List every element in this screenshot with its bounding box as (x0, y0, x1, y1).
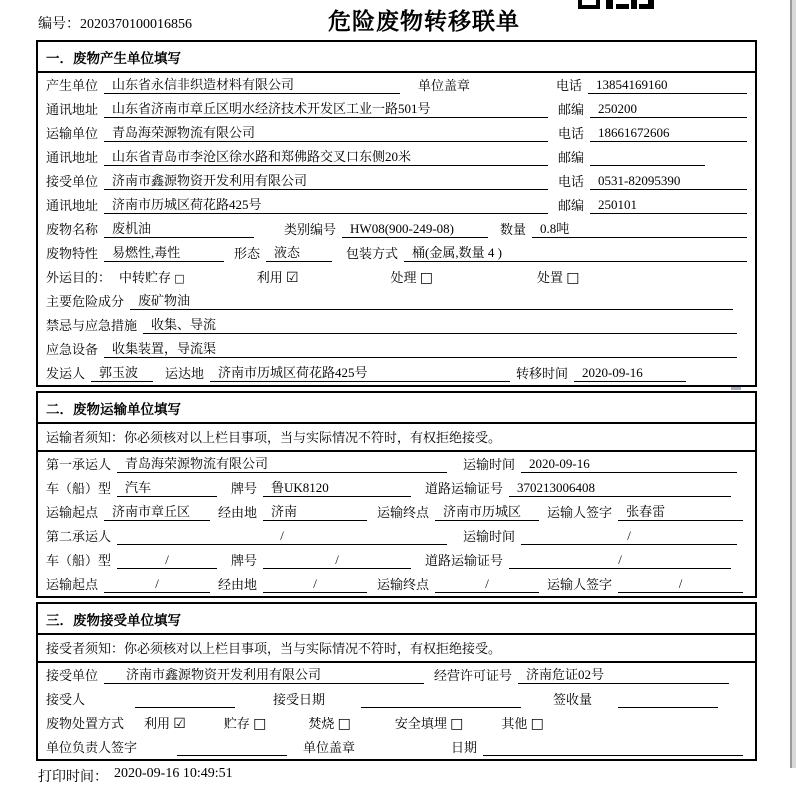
pack-label: 包装方式 (346, 246, 399, 261)
row-disposal (38, 711, 755, 735)
zip1-value: 250200 (590, 101, 747, 118)
row-vehicle1 (38, 476, 755, 500)
transporter-value: 青岛海荣源物流有限公司 (104, 125, 548, 142)
form-value: 液态 (266, 245, 332, 262)
document-title: 危险废物转移联单 (328, 8, 520, 34)
section-producer-heading: 一．废物产生单位填写 (38, 42, 755, 73)
plate1-label: 牌号 (231, 481, 258, 496)
dest-value: 济南市历城区荷花路425号 (210, 365, 510, 382)
origin2-label: 运输起点 (46, 577, 99, 592)
page-edge (790, 0, 796, 768)
row-transporter-address (38, 145, 755, 169)
carrier2-label: 第二承运人 (46, 529, 112, 544)
dest2-value: / (435, 576, 539, 593)
hazard-label: 主要危险成分 (46, 294, 125, 309)
origin1-value: 济南市章丘区 (104, 504, 210, 521)
equip-value: 收集装置，导流渠 (104, 341, 737, 358)
sign1-label: 运输人签字 (547, 505, 613, 520)
unit-seal2-label: 单位盖章 (303, 740, 356, 755)
receiver-label: 接受单位 (46, 174, 99, 189)
hazard-value: 废矿物油 (130, 293, 733, 310)
sign2-label: 运输人签字 (547, 577, 613, 592)
manifest-document (36, 6, 757, 786)
transport-notice-text: 你必须核对以上栏目事项，当与实际情况不符时，有权拒绝接受。 (124, 430, 502, 445)
carrier1-label: 第一承运人 (46, 457, 112, 472)
disposal-landfill-checkbox: □ (450, 716, 464, 732)
phone1-value: 13854169160 (588, 77, 747, 94)
row-waste-name (38, 217, 755, 241)
form-label: 形态 (234, 246, 261, 261)
category-label: 类别编号 (284, 222, 337, 237)
receiver-notice-text: 你必须核对以上栏目事项，当与实际情况不符时，有权拒绝接受。 (124, 641, 502, 656)
serial-value: 2020370100016856 (80, 17, 192, 32)
transfer-time-label: 转移时间 (516, 366, 569, 381)
disposal-option-store: 贮存 □ (223, 716, 267, 732)
row-waste-trait (38, 241, 755, 265)
row-transporter (38, 121, 755, 145)
addr1-label: 通讯地址 (46, 102, 99, 117)
license2-value: / (509, 552, 731, 569)
receiver-notice-label: 接受者须知： (46, 641, 125, 656)
via2-label: 经由地 (218, 577, 258, 592)
accept-date-value (361, 691, 521, 708)
disposal-option-utilize: 利用 ☑ (144, 716, 186, 732)
transfer-time-value: 2020-09-16 (574, 365, 686, 382)
row-purpose (38, 265, 755, 289)
sign-qty-label: 签收量 (553, 692, 593, 707)
via2-value: / (263, 576, 367, 593)
row-vehicle2 (38, 548, 755, 572)
taboo-label: 禁忌与应急措施 (46, 318, 138, 333)
permit-value: 济南危证02号 (518, 667, 729, 684)
waste-name-label: 废物名称 (46, 222, 99, 237)
row-leader-sign (38, 735, 755, 759)
pack-value: 桶(金属,数量 4 ) (404, 245, 747, 262)
dest1-value: 济南市历城区 (435, 504, 539, 521)
zip2-value (590, 149, 705, 166)
disposal-other-checkbox: □ (530, 716, 544, 732)
shipper-label: 发运人 (46, 366, 86, 381)
section-producer (36, 40, 757, 387)
addr2-label: 通讯地址 (46, 150, 99, 165)
sign-qty-value (618, 691, 718, 708)
time2-value: / (521, 528, 737, 545)
origin1-label: 运输起点 (46, 505, 99, 520)
time1-label: 运输时间 (463, 457, 516, 472)
vehicle2-value: / (117, 552, 217, 569)
taboo-value: 收集、导流 (143, 317, 737, 334)
row-receiver-address (38, 193, 755, 217)
print-time (36, 766, 757, 786)
license2-label: 道路运输证号 (425, 553, 504, 568)
plate2-label: 牌号 (231, 553, 258, 568)
sign2-value: / (618, 576, 743, 593)
leader-sign-value (177, 739, 287, 756)
category-value: HW08(900-249-08) (342, 221, 488, 238)
phone3-label: 电话 (558, 174, 585, 189)
date2-value (483, 739, 743, 756)
sign1-value: 张春雷 (618, 504, 743, 521)
row-carrier2 (38, 524, 755, 548)
row-taboo (38, 313, 755, 337)
carrier2-value: / (117, 528, 447, 545)
phone2-value: 18661672606 (590, 125, 747, 142)
purpose-option-utilize: 利用 ☑ (256, 270, 299, 286)
addr3-label: 通讯地址 (46, 198, 99, 213)
carrier1-value: 青岛海荣源物流有限公司 (117, 456, 447, 473)
leader-sign-label: 单位负责人签字 (46, 740, 138, 755)
zip3-value: 250101 (590, 197, 747, 214)
phone3-value: 0531-82095390 (590, 173, 747, 190)
row-accept-unit (38, 663, 755, 687)
disposal-label: 废物处置方式 (46, 716, 125, 731)
purpose-option-treat: 处理 □ (390, 270, 434, 286)
dest2-label: 运输终点 (377, 577, 430, 592)
purpose-option-dispose: 处置 □ (537, 270, 580, 286)
via1-label: 经由地 (218, 505, 258, 520)
transporter-label: 运输单位 (46, 126, 99, 141)
accept-date-label: 接受日期 (273, 692, 326, 707)
receiver-value: 济南市鑫源物资开发利用有限公司 (104, 173, 548, 190)
time2-label: 运输时间 (463, 529, 516, 544)
producer-value: 山东省永信非织造材料有限公司 (104, 77, 400, 94)
time1-value: 2020-09-16 (521, 456, 737, 473)
dest-label: 运达地 (165, 366, 205, 381)
serial-number (38, 13, 192, 33)
zip3-label: 邮编 (558, 198, 585, 213)
print-time-label: 打印时间： (38, 770, 108, 785)
license1-label: 道路运输证号 (425, 481, 504, 496)
row-producer-address (38, 97, 755, 121)
purpose-option-transfer-storage: 中转贮存 □ (119, 270, 185, 285)
equip-label: 应急设备 (46, 342, 99, 357)
via1-value: 济南 (263, 504, 367, 521)
phone2-label: 电话 (558, 126, 585, 141)
zip1-label: 邮编 (558, 102, 585, 117)
disposal-utilize-checkbox: ☑ (173, 716, 186, 732)
row-route2 (38, 572, 755, 596)
row-producer (38, 73, 755, 97)
print-time-value: 2020-09-16 10:49:51 (114, 766, 233, 781)
section-transport (36, 391, 757, 598)
transport-notice (38, 424, 755, 452)
vehicle1-value: 汽车 (117, 480, 217, 497)
quantity-value: 0.8吨 (532, 221, 747, 238)
document-header (36, 6, 757, 36)
transport-notice-label: 运输者须知： (46, 430, 125, 445)
dest1-label: 运输终点 (377, 505, 430, 520)
addr1-value: 山东省济南市章丘区明水经济技术开发区工业一路501号 (104, 101, 548, 118)
disposal-store-checkbox: □ (253, 716, 267, 732)
accept-unit-value: 济南市鑫源物资开发利用有限公司 (104, 667, 424, 684)
plate2-value: / (263, 552, 411, 569)
treat-checkbox: □ (419, 270, 434, 286)
serial-label: 编号： (38, 17, 80, 32)
row-equipment (38, 337, 755, 361)
vehicle2-label: 车（船）型 (46, 553, 112, 568)
row-acceptor (38, 687, 755, 711)
unit-seal-label: 单位盖章 (418, 78, 471, 93)
zip2-label: 邮编 (558, 150, 585, 165)
disposal-option-other: 其他 □ (501, 716, 544, 732)
dispose-checkbox: □ (566, 270, 580, 286)
transfer-storage-checkbox: □ (174, 272, 185, 285)
license1-value: 370213006408 (509, 480, 731, 497)
disposal-option-landfill: 安全填埋 □ (394, 716, 464, 732)
acceptor-value (135, 691, 235, 708)
section-transport-heading: 二．废物运输单位填写 (38, 393, 755, 424)
vehicle1-label: 车（船）型 (46, 481, 112, 496)
addr3-value: 济南市历城区荷花路425号 (104, 197, 548, 214)
quantity-label: 数量 (500, 222, 527, 237)
row-route1 (38, 500, 755, 524)
addr2-value: 山东省青岛市李沧区徐水路和郑佛路交叉口东侧20米 (104, 149, 548, 166)
waste-name-value: 废机油 (104, 221, 254, 238)
purpose-label: 外运目的： (46, 270, 112, 285)
utilize-checkbox: ☑ (285, 270, 299, 286)
phone1-label: 电话 (556, 78, 583, 93)
trait-label: 废物特性 (46, 246, 99, 261)
shipper-value: 郭玉波 (91, 365, 153, 382)
receiver-notice (38, 635, 755, 663)
plate1-value: 鲁UK8120 (263, 480, 411, 497)
acceptor-label: 接受人 (46, 692, 86, 707)
permit-label: 经营许可证号 (434, 668, 513, 683)
row-receiver (38, 169, 755, 193)
row-carrier1 (38, 452, 755, 476)
section-receiver-heading: 三．废物接受单位填写 (38, 604, 755, 635)
section-receiver (36, 602, 757, 761)
disposal-incinerate-checkbox: □ (337, 716, 351, 732)
date2-label: 日期 (451, 740, 478, 755)
trait-value: 易燃性,毒性 (104, 245, 224, 262)
producer-label: 产生单位 (46, 78, 99, 93)
row-hazard (38, 289, 755, 313)
row-shipper (38, 361, 755, 385)
origin2-value: / (104, 576, 210, 593)
disposal-option-incinerate: 焚烧 □ (308, 716, 351, 732)
accept-unit-label: 接受单位 (46, 668, 99, 683)
